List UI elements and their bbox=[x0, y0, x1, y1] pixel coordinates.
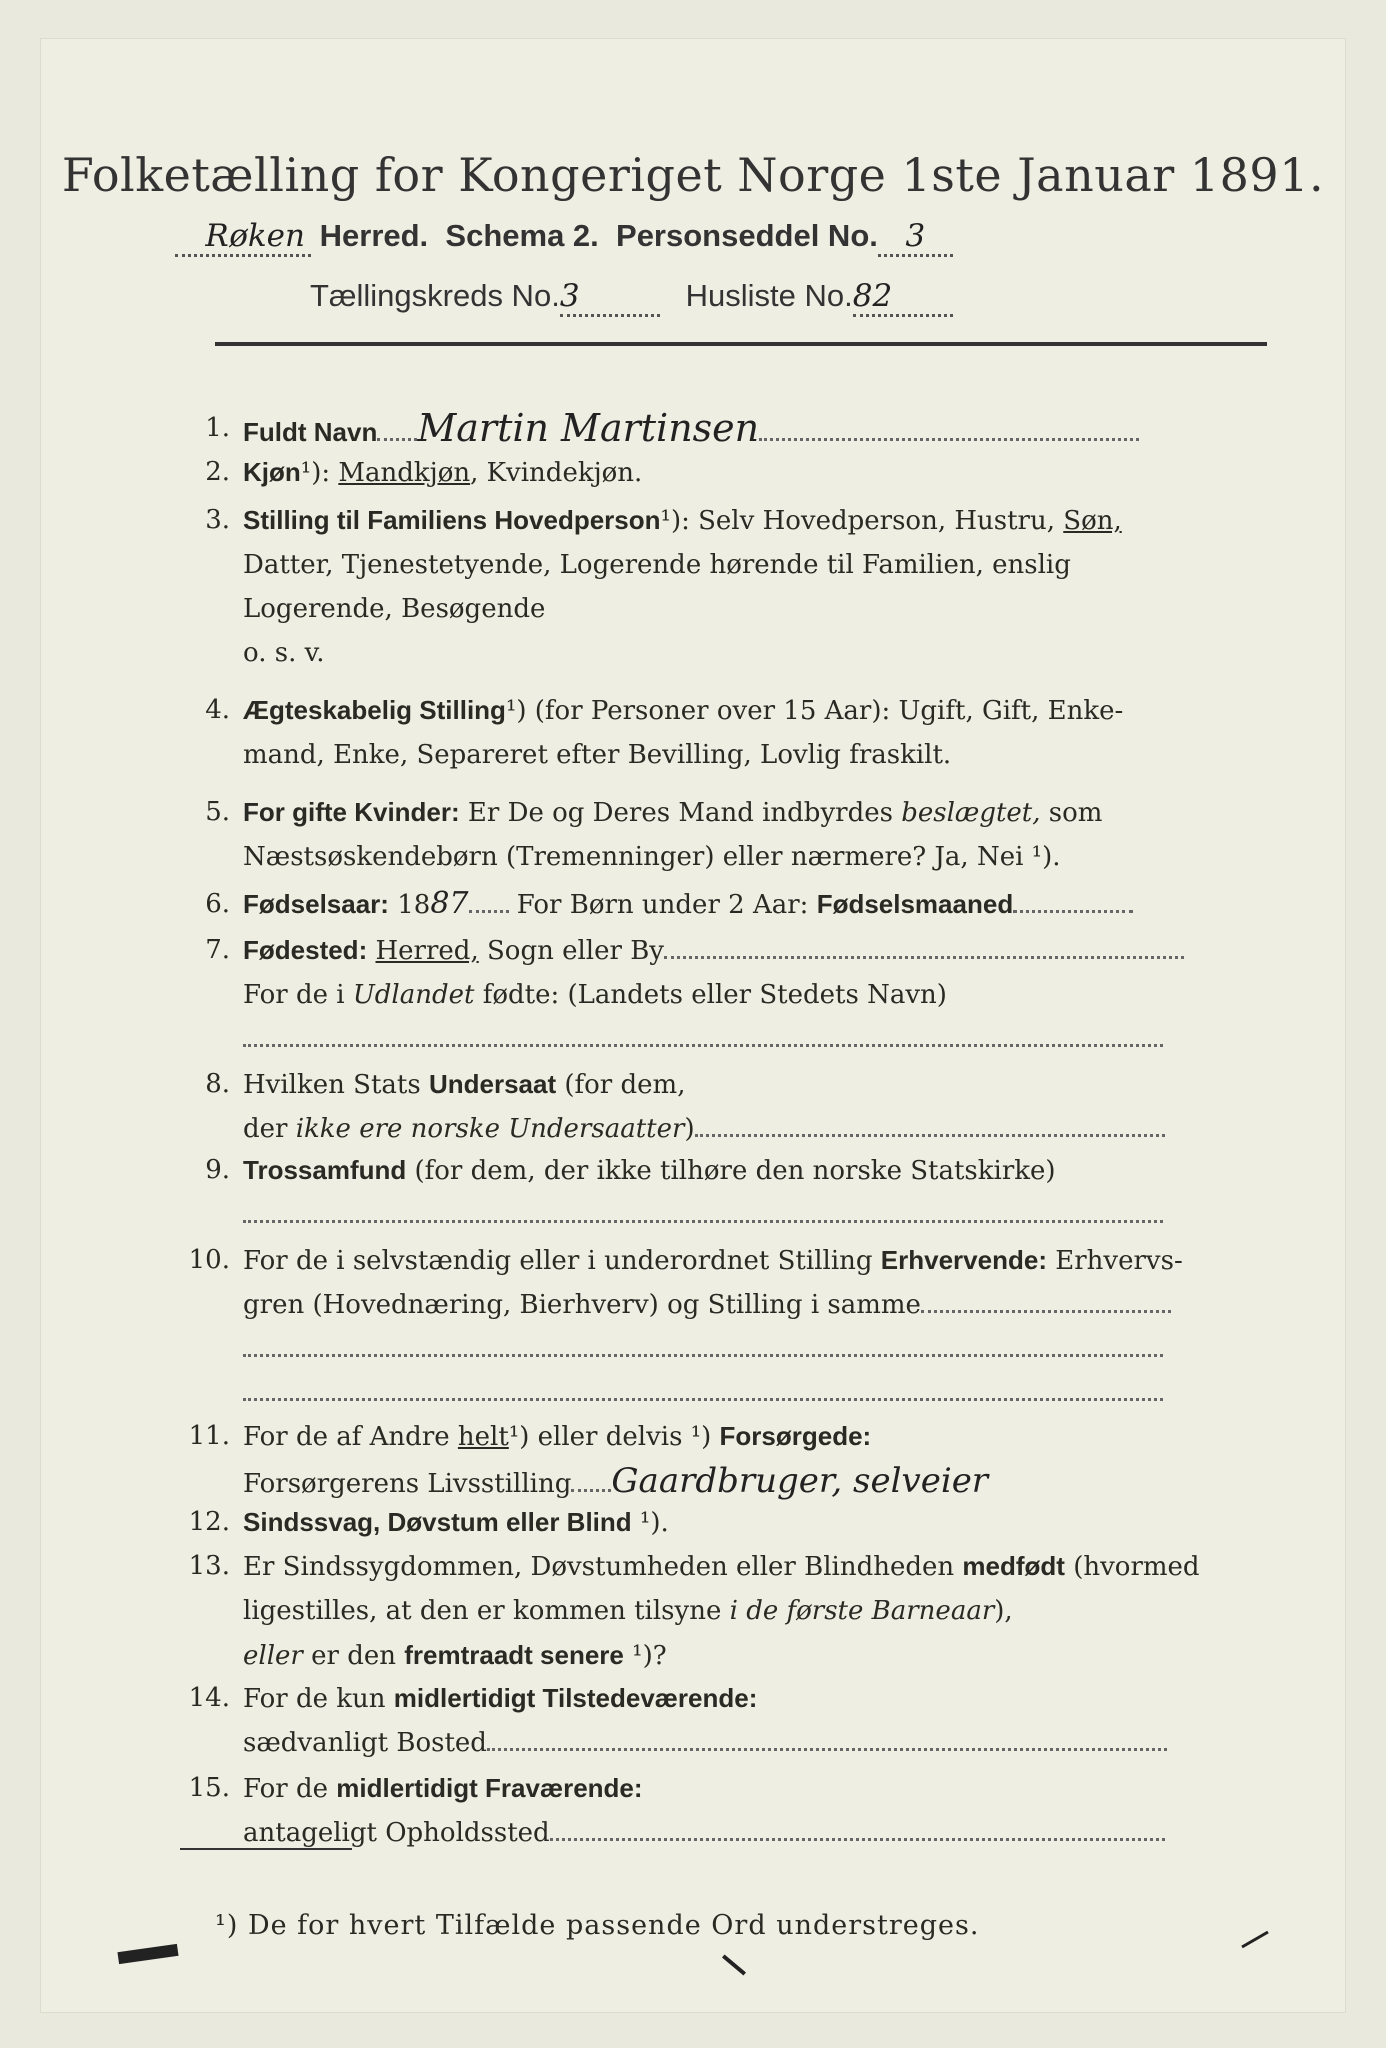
kreds-line bbox=[310, 278, 953, 317]
header-rule bbox=[215, 342, 1267, 346]
census-form-sheet: Folketælling for Kongeriget Norge 1ste Januar 1891. Røken Herred. Schema 2. Personseddel No. 3 Tællingskreds No.3 Husliste No.82 1. Fuldt Navn Martin Martinsen 2. Kjøn¹): Mandkjøn, Kvindekjøn. 3. Stilling til Familiens Hovedperson¹): Selv Hovedperson, Hustru, Søn, Datter, Tjenestetyende, Logerende hørende til Familien, enslig Logerende, Besøgende o. s. v. 4. Ægteskabelig Stilling¹) (for Personer over 15 Aar): Ugift, Gift, Enke- mand, Enke, Separeret efter Bevilling, Lovlig fraskilt. 5. For gifte Kvinder: Er De og Deres Mand indbyrdes beslægtet, som Næstsøskendebørn (Tremenninger) eller nærmere? Ja, Nei ¹). 6. Fødselsaar: 1887 For Børn under 2 Aar: Fødselsmaaned 7. Fødested: Herred, Sogn eller By For de i Udlandet fødte: (Landets eller Stedets Navn) 8. Hvilken Stats Undersaat (for dem, der ikke ere norske Undersaatter) 9. Trossamfund (for dem, der ikke tilhøre den norske Statskirke) 10. For de i selvstændig eller i underordnet Stilling Erhvervende: Erhvervs- gren (Hovednæring, Bierhverv) og Stilling i samme 11. For de af Andre helt¹) eller delvis ¹) Forsørgede: Forsørgerens Livsstilling Gaardbruger, selveier 12. Sindssvag, Døvstum eller Blind ¹). 13. Er Sindssygdommen, Døvstumheden eller Blindheden medfødt (hvormed ligestilles, at den er kommen tilsyne i de første Barneaar), eller er den fremtraadt senere ¹)? 14. For de kun midlertidigt Tilstedeværende: sædvanligt Bosted 15. For de midlertidigt Fraværende: antageligt Opholdssted ¹) De for hvert Tilfælde passende Ord understreges. bbox=[40, 38, 1346, 2013]
husliste-label: Husliste No. bbox=[685, 278, 853, 313]
footnote: ¹) De for hvert Tilfælde passende Ord understreges. bbox=[215, 1910, 980, 1941]
fuldt-navn-value: Martin Martinsen bbox=[417, 406, 760, 450]
footnote-rule bbox=[180, 1848, 352, 1850]
ink-mark-left bbox=[117, 1944, 178, 1964]
fodselsaar-value: 87 bbox=[430, 886, 469, 921]
ink-mark-center bbox=[722, 1954, 746, 1975]
personseddel-value: 3 bbox=[905, 218, 926, 254]
kreds-label: Tællingskreds No. bbox=[310, 278, 560, 313]
personseddel-label: Personseddel No. bbox=[616, 218, 878, 253]
herred-line bbox=[175, 218, 953, 257]
form-title: Folketælling for Kongeriget Norge 1ste Januar 1891. bbox=[61, 148, 1325, 202]
fuldt-navn-label: Fuldt Navn bbox=[243, 417, 378, 447]
kjon-selected: Mandkjøn bbox=[338, 458, 471, 488]
forsorgede-selected: helt bbox=[457, 1422, 509, 1452]
herred-value: Røken bbox=[205, 218, 305, 254]
stilling-selected: Søn, bbox=[1063, 506, 1122, 536]
herred-label: Herred. bbox=[319, 218, 429, 253]
schema-label: Schema 2. bbox=[445, 218, 599, 253]
livsstilling-value: Gaardbruger, selveier bbox=[611, 1461, 989, 1501]
husliste-value: 82 bbox=[852, 278, 893, 314]
fodested-selected: Herred, bbox=[375, 936, 479, 966]
kreds-value: 3 bbox=[559, 278, 580, 314]
ink-mark-right bbox=[1241, 1931, 1268, 1949]
